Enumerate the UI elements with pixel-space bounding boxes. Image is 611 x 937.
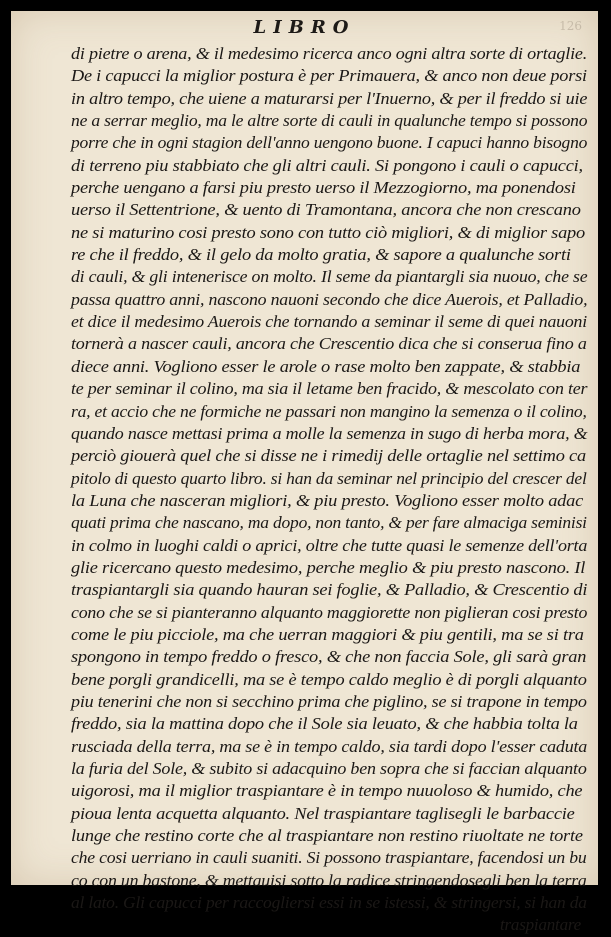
text-line: di cauli, & gli intenerisce on molto. Il seme da piantargli sia nuouo, che se (71, 267, 588, 287)
text-line: cono che se si pianteranno alquanto maggiorette non piglieran cosi presto (71, 602, 588, 622)
text-line: pioua lenta acquetta alquanto. Nel traspiantare taglisegli le barbaccie (71, 803, 575, 823)
text-line: ne si maturino cosi presto sono con tutto ciò migliori, & di miglior sapo (71, 222, 585, 242)
text-line: freddo, sia la mattina dopo che il Sole sia leuato, & che habbia tolta la (71, 714, 578, 734)
text-line: co con un bastone, & mettauisi sotto la radice stringendosegli ben la terra (71, 870, 587, 890)
text-line: di terreno piu stabbiato che gli altri cauli. Si pongono i cauli o capucci, (71, 155, 583, 175)
text-line: in colmo in luoghi caldi o aprici, oltre che tutte quasi le semenze dell'orta (71, 535, 588, 555)
text-line: traspiantargli sia quando hauran sei foglie, & Palladio, & Crescentio di (71, 580, 588, 600)
text-line: uigorosi, ma il miglior traspiantare è in tempo nuuoloso & humido, che (71, 781, 583, 801)
page-frame (8, 8, 601, 935)
text-line: rusciada della terra, ma se è in tempo caldo, sia tardi dopo l'esser caduta (71, 736, 588, 756)
text-line: glie ricercano questo medesimo, perche meglio & piu presto nascono. Il (71, 557, 586, 577)
text-line: ra, et accio che ne formiche ne passari non mangino la semenza o il colino, (71, 401, 587, 421)
text-line: bene porgli grandicelli, ma se è tempo caldo meglio è di porgli alquanto (71, 669, 587, 689)
text-line: ne a serrar meglio, ma le altre sorte di cauli in qualunche tempo si possono (71, 111, 588, 131)
text-line: tornerà a nascer cauli, ancora che Crescentio dica che si conserua fino a (71, 334, 587, 354)
text-line: che cosi uerriano in cauli suaniti. Si possono traspiantare, facendosi un bu (71, 848, 587, 868)
text-line: et dice il medesimo Auerois che tornando a seminar il seme di quei nauoni (71, 312, 587, 332)
text-line: uerso il Settentrione, & uento di Tramontana, ancora che non crescano (71, 200, 581, 220)
text-line: perche uengano a farsi piu presto uerso il Mezzogiorno, ma ponendosi (71, 178, 576, 198)
text-line: De i capucci la miglior postura è per Primauera, & anco non deue porsi (71, 66, 587, 86)
text-line: lunge che restino corte che al traspiantare non restino riuoltate ne torte (71, 826, 583, 846)
text-line: perciò giouerà quel che si disse ne i rimedij delle ortaglie nel settimo ca (71, 446, 586, 466)
text-line: passa quattro anni, nascono nauoni secondo che dice Auerois, et Palladio, (71, 289, 588, 309)
body-text (71, 43, 587, 937)
text-line: porre che in ogni stagion dell'anno uengono buone. I capuci hanno bisogno (71, 133, 588, 153)
text-line: come le piu picciole, ma che uerran maggiori & piu gentili, ma se si tra (71, 624, 584, 644)
text-line: te per seminar il colino, ma sia il letame ben fracido, & mescolato con ter (71, 379, 588, 399)
text-line: quando nasce mettasi prima a molle la semenza in sugo di herba mora, & (71, 423, 588, 443)
text-line: diece anni. Vogliono esser le arole o rase molto ben zappate, & stabbia (71, 356, 581, 376)
text-line: re che il freddo, & il gelo da molto gratia, & sapore a qualunche sorti (71, 245, 571, 265)
text-line: la Luna che nasceran migliori, & piu presto. Vogliono esser molto adac (71, 490, 584, 510)
running-title: LIBRO (253, 17, 356, 38)
catchword: traspiantare (499, 915, 581, 935)
text-line: al lato. Gli capucci per raccogliersi essi in se istessi, & stringersi, si han da (71, 893, 587, 913)
text-line: quati prima che nascano, ma dopo, non tanto, & per fare almaciga seminisi (71, 513, 587, 533)
page-header (11, 17, 598, 38)
text-line: la furia del Sole, & subito si adacquino ben sopra che si faccian alquanto (71, 759, 587, 778)
page-number: 126 (559, 19, 582, 33)
text-line: di pietre o arena, & il medesimo ricerca anco ogni altra sorte di ortaglie. (71, 44, 588, 63)
book-page (11, 11, 598, 935)
text-line: spongono in tempo freddo o fresco, & che non faccia Sole, gli sarà gran (71, 647, 587, 667)
text-line: piu tenerini che non si secchino prima che piglino, se si trapone in tempo (71, 691, 587, 711)
text-line: pitolo di questo quarto libro. si han da seminar nel principio del crescer del (71, 468, 587, 488)
text-line: in altro tempo, che uiene a maturarsi per l'Inuerno, & per il freddo si uie (71, 88, 588, 108)
